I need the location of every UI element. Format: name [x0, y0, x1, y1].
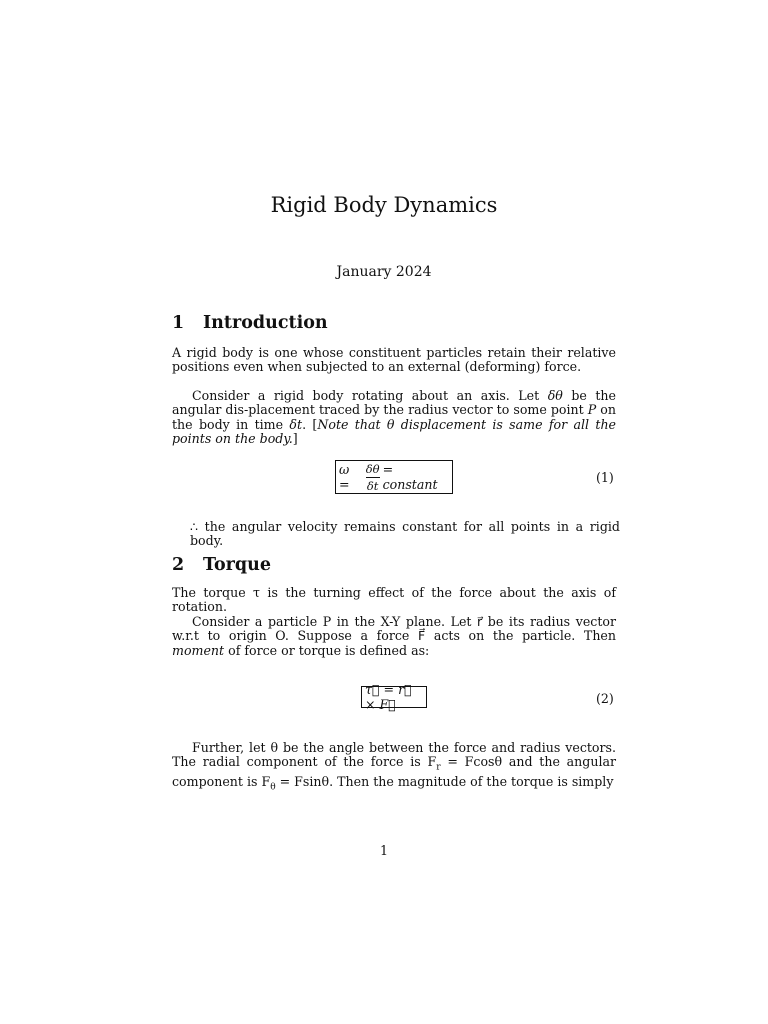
section-heading-introduction: [172, 313, 328, 333]
section-heading-torque: [172, 555, 271, 575]
text-fragment: . [: [302, 416, 318, 432]
document-title: Rigid Body Dynamics: [270, 193, 498, 217]
section-title: Torque: [203, 555, 272, 575]
text-fragment: Consider a rigid body rotating about an axis. Let: [192, 388, 548, 403]
subscript-theta: θ: [270, 782, 276, 793]
note-text: Note that θ displacement is same for all the points on the body.: [172, 416, 617, 447]
eq1-rhs: = constant: [382, 462, 438, 492]
document-date: January 2024: [336, 264, 432, 280]
equation-1-box: [335, 460, 453, 494]
emphasis-moment: moment: [172, 642, 225, 658]
torque-paragraph-1: The torque τ is the turning effect of the force about the axis of rotation.: [172, 585, 616, 615]
equation-1-label: (1): [596, 470, 614, 485]
intro-paragraph-2: [172, 389, 616, 447]
equation-2-label: (2): [596, 691, 614, 706]
text-fragment: = Fcosθ and the angular component is F: [172, 754, 617, 790]
torque-paragraph-3: [172, 741, 616, 795]
eq1-numerator: δθ: [365, 461, 380, 476]
fraction-bar: [366, 477, 380, 478]
section-title: Introduction: [203, 313, 328, 333]
section-number: 1: [172, 313, 185, 333]
text-fragment: ]: [292, 431, 298, 447]
text-fragment: Consider a particle P in the X-Y plane. Let r⃗ be its radius vector w.r.t to origin O. Suppose a force F⃗ acts on the particle. Then: [172, 614, 616, 644]
equation-2-box: [361, 682, 427, 712]
math-point-p: P: [587, 402, 597, 418]
eq1-denominator: δt: [366, 478, 379, 493]
text-fragment: be the angular dis-placement traced by the radius vector to some point: [172, 388, 616, 418]
eq1-lhs: ω =: [339, 462, 350, 492]
text-fragment: of force or torque is defined as:: [228, 642, 430, 658]
eq2-text: τ⃗ = r⃗ × F⃗: [365, 682, 412, 712]
text-fragment: Further, let θ be the angle between the force and radius vectors. The radial component of the force is F: [172, 740, 616, 770]
subscript-r: r: [436, 762, 441, 773]
math-delta-theta: δθ: [547, 388, 563, 403]
text-fragment: = Fsinθ. Then the magnitude of the torque is simply: [275, 774, 614, 790]
eq1-fraction: [366, 462, 380, 493]
intro-paragraph-1: A rigid body is one whose constituent particles retain their relative positions even when subjected to an external (deforming) force.: [172, 345, 616, 375]
intro-paragraph-3: ∴ the angular velocity remains constant for all points in a rigid body.: [190, 519, 620, 549]
section-number: 2: [172, 555, 185, 575]
torque-paragraph-2: [172, 615, 616, 658]
page-number: 1: [379, 843, 388, 858]
math-delta-t: δt: [289, 416, 303, 432]
text-fragment: on the body in time: [172, 402, 617, 432]
